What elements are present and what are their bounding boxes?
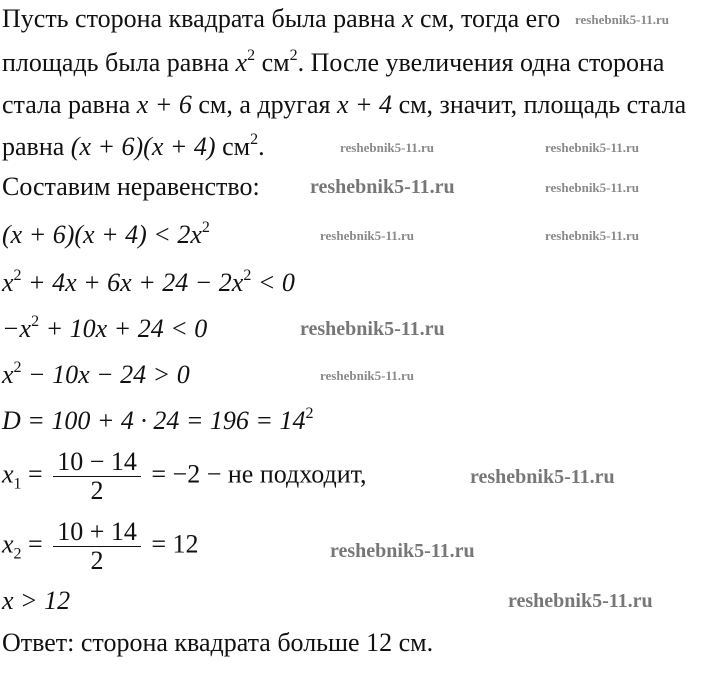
text: Пусть сторона квадрата была равна — [2, 4, 396, 33]
denominator: 2 — [90, 476, 104, 505]
fraction — [53, 518, 141, 575]
line-4 — [2, 132, 265, 162]
exp: 2 — [250, 131, 259, 148]
equation-4 — [2, 360, 190, 390]
equation-3 — [2, 314, 207, 344]
text: см, тогда его — [420, 4, 561, 33]
result: = −2 − не подходит, — [151, 459, 367, 489]
line-1 — [2, 4, 560, 34]
expr: x > 12 — [2, 586, 71, 615]
exp: 2 — [289, 47, 298, 64]
watermark: reshebnik5-11.ru — [330, 540, 475, 562]
text: Ответ: сторона квадрата больше 12 см. — [2, 628, 434, 657]
equation-x1: $x_1$ = $\frac{10 - 14}{2}$ = −2 − не подходит, — [2, 447, 367, 505]
text: см — [222, 132, 251, 161]
expr: + 4x + 6x + 24 − 2x — [21, 268, 244, 297]
watermark: reshebnik5-11.ru — [545, 140, 640, 155]
expr: − 10x − 24 > 0 — [21, 360, 190, 389]
expr: x — [2, 268, 14, 297]
denominator: 2 — [90, 546, 104, 575]
var: x — [235, 48, 248, 77]
watermark: reshebnik5-11.ru — [320, 368, 415, 383]
expr: (x + 6)(x + 4) — [70, 132, 216, 161]
equation-final — [2, 586, 70, 616]
var: x — [2, 459, 14, 489]
expr: −x — [2, 314, 32, 343]
equation-x2: $x_2$ = $\frac{10 + 14}{2}$ = 12 — [2, 517, 199, 575]
watermark: reshebnik5-11.ru — [320, 228, 415, 243]
sub: 2 — [13, 545, 22, 563]
expr: + 10x + 24 < 0 — [39, 314, 208, 343]
fraction — [53, 448, 141, 505]
text: стала равна — [2, 90, 131, 119]
watermark: reshebnik5-11.ru — [300, 318, 445, 340]
line-5 — [2, 172, 260, 202]
equation-discriminant — [2, 406, 313, 436]
numerator: 10 + 14 — [53, 518, 141, 547]
text: см, а другая — [198, 90, 331, 119]
var: x — [2, 529, 14, 559]
text: . После увеличения одна сторона — [297, 48, 665, 77]
watermark: reshebnik5-11.ru — [508, 590, 653, 612]
expr: x + 6 — [136, 90, 192, 119]
sub: 1 — [13, 475, 22, 493]
exp: 2 — [201, 219, 210, 236]
equation-2 — [2, 268, 295, 298]
text: . — [258, 132, 265, 161]
equation-1 — [2, 220, 210, 250]
line-3 — [2, 90, 686, 120]
exp: 2 — [305, 405, 314, 422]
watermark: reshebnik5-11.ru — [545, 228, 640, 243]
watermark: reshebnik5-11.ru — [340, 140, 435, 155]
watermark: reshebnik5-11.ru — [470, 466, 615, 488]
answer — [2, 628, 433, 658]
result: = 12 — [151, 529, 199, 559]
watermark: reshebnik5-11.ru — [310, 176, 455, 198]
var: x — [401, 4, 414, 33]
line-2 — [2, 48, 664, 78]
expr: D = 100 + 4 · 24 = 196 = 14 — [2, 406, 306, 435]
exp: 2 — [31, 313, 40, 330]
text: Составим неравенство: — [2, 172, 260, 201]
text: см, значит, площадь стала — [398, 90, 687, 119]
exp: 2 — [243, 267, 252, 284]
expr: < 0 — [251, 268, 295, 297]
expr: x — [2, 360, 14, 389]
exp: 2 — [13, 267, 22, 284]
watermark: reshebnik5-11.ru — [575, 12, 670, 27]
text: площадь была равна — [2, 48, 230, 77]
exp: 2 — [13, 359, 22, 376]
text: равна — [2, 132, 65, 161]
exp: 2 — [247, 47, 256, 64]
expr: x + 4 — [336, 90, 393, 119]
numerator: 10 − 14 — [53, 448, 141, 477]
text: см — [261, 48, 290, 77]
expr: (x + 6)(x + 4) < 2x — [2, 220, 202, 249]
watermark: reshebnik5-11.ru — [545, 180, 640, 195]
